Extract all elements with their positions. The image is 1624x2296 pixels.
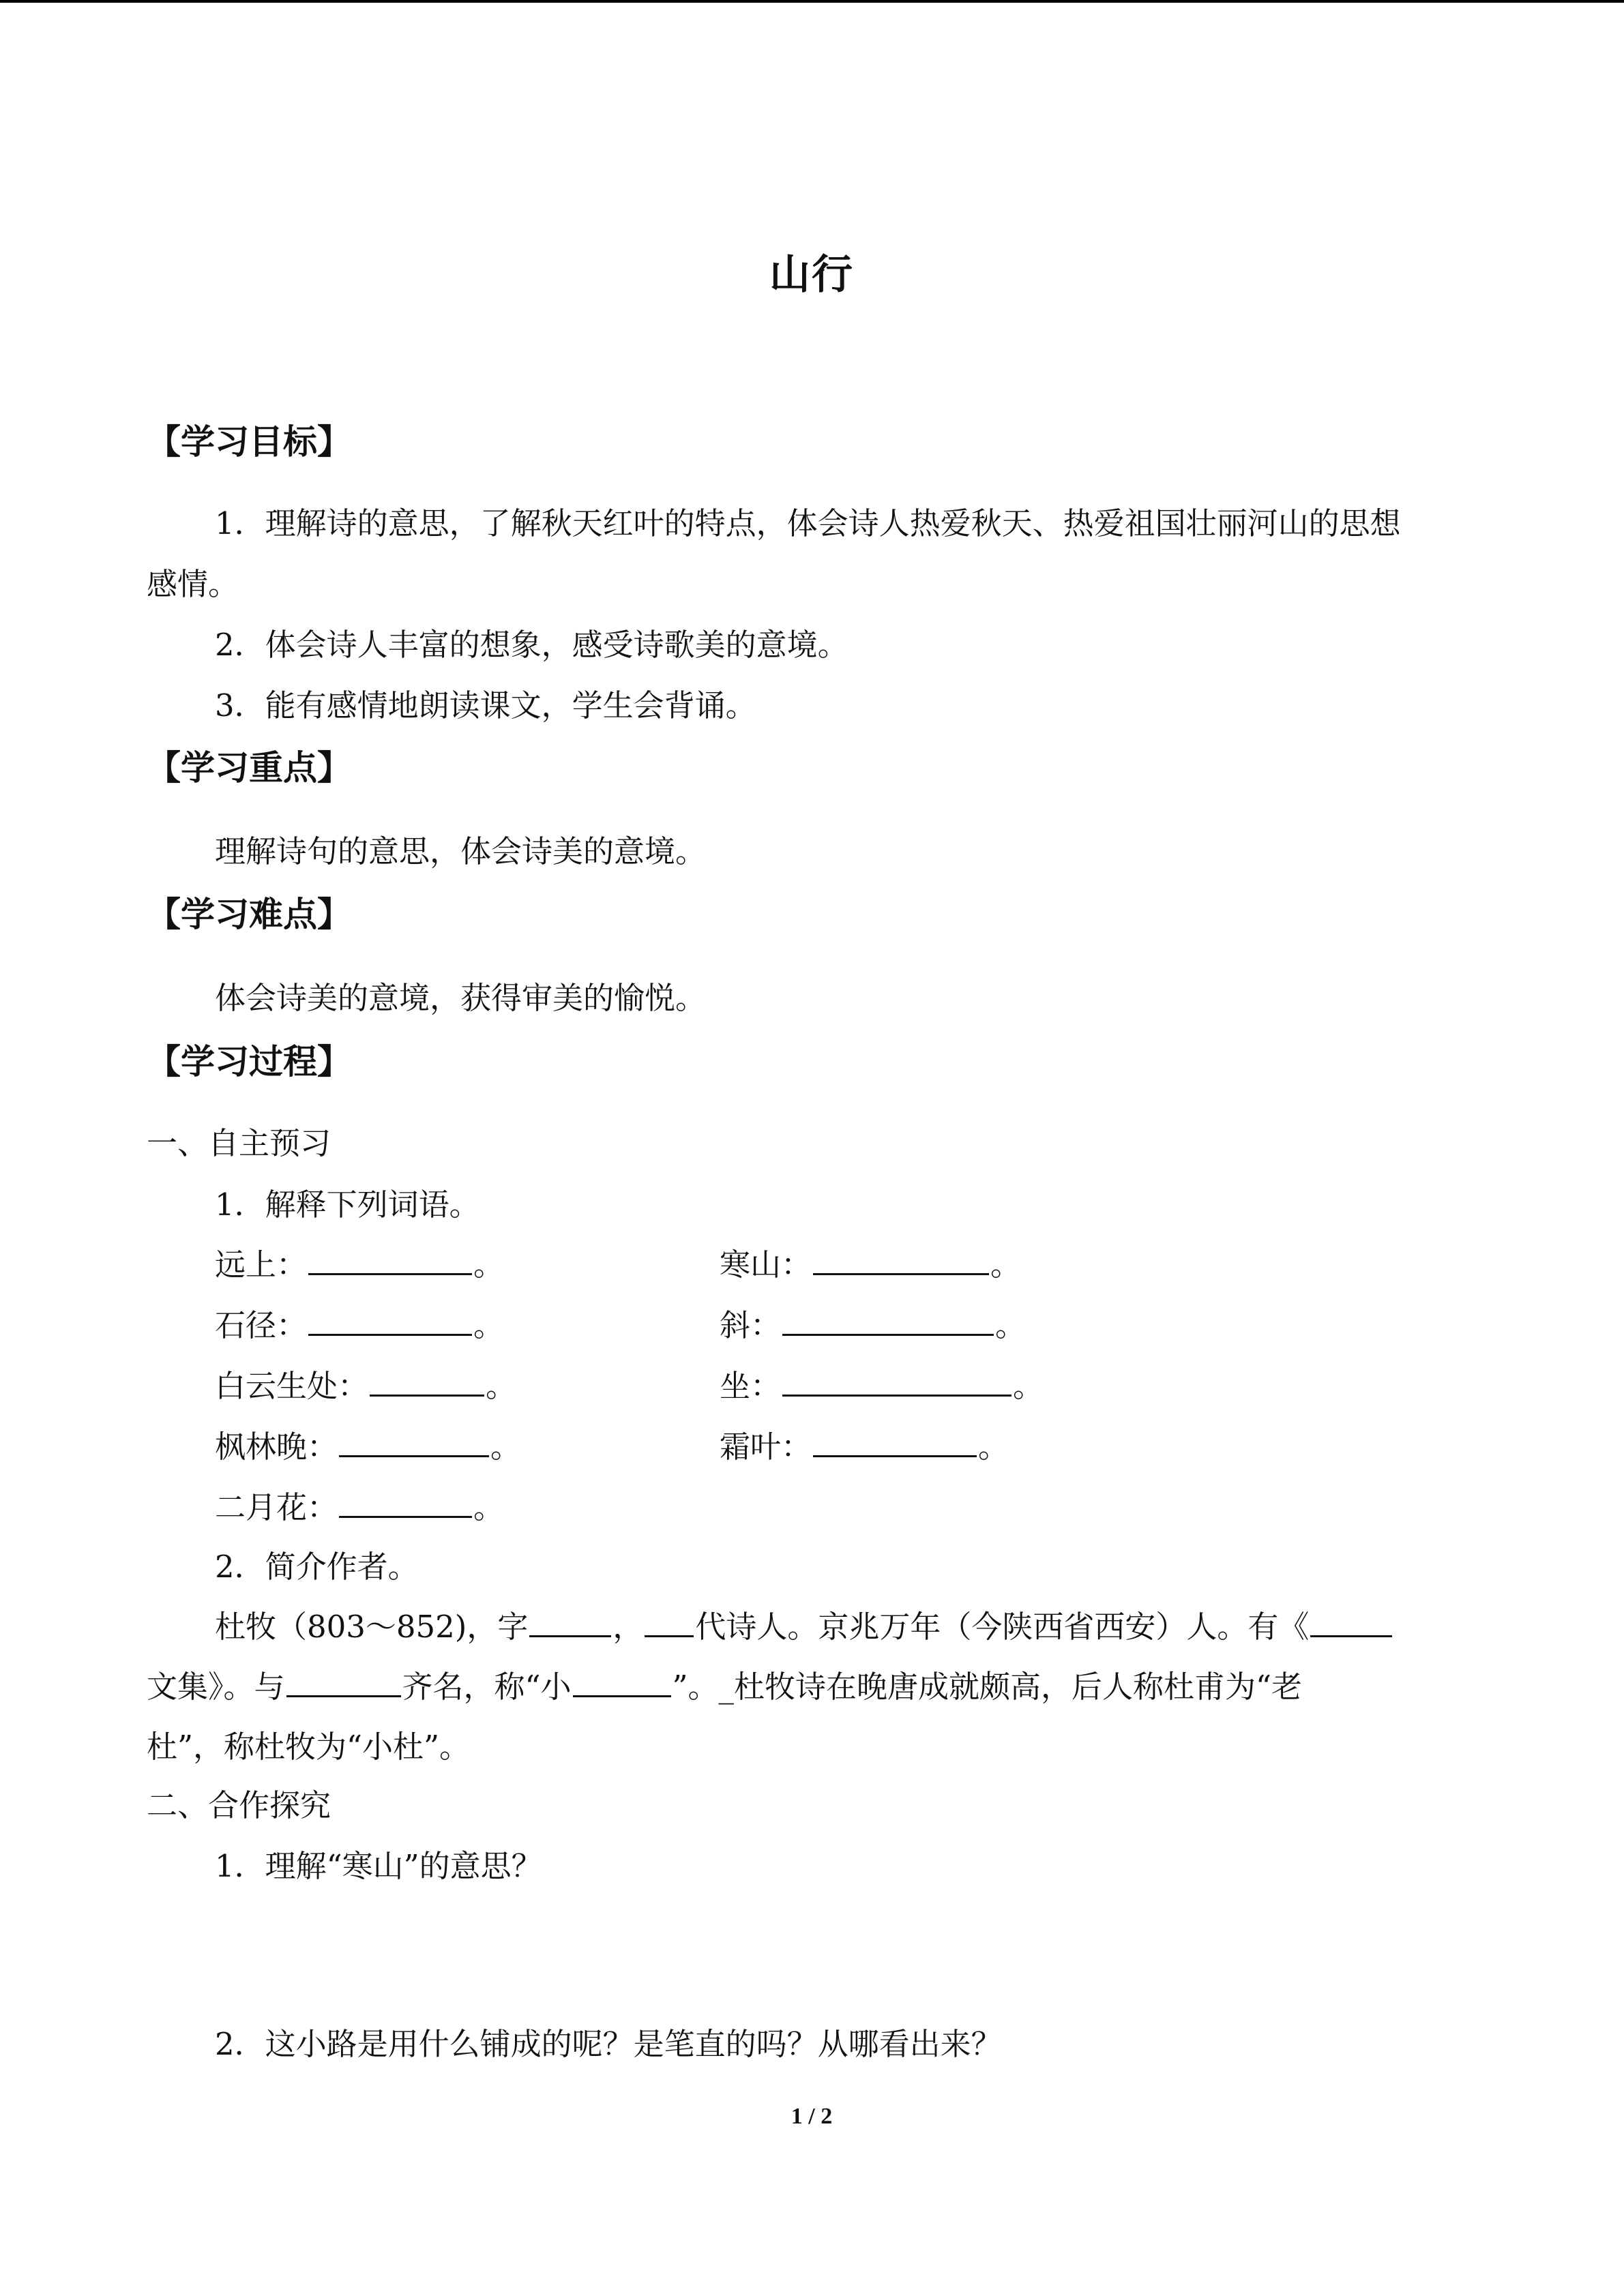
author-text: 杜牧（803～852)，字 (215, 1609, 529, 1645)
preview-heading: 一、自主预习 (147, 1125, 331, 1161)
word-item-fenglin (215, 1427, 521, 1467)
difficulty-heading: 【学习难点】 (147, 895, 351, 934)
word-label: 石径： (215, 1307, 308, 1343)
answer-blank[interactable] (782, 1307, 994, 1336)
word-label: 坐： (720, 1368, 782, 1404)
word-item-shuangye (720, 1427, 1009, 1467)
period: 。 (486, 1368, 517, 1404)
word-item-eryue (215, 1487, 504, 1528)
author-text: 齐名，称“小 (402, 1669, 572, 1705)
answer-blank[interactable] (339, 1489, 472, 1518)
period: 。 (473, 1247, 505, 1283)
page-top-border (0, 0, 1624, 3)
page-number: 1 / 2 (791, 2104, 833, 2129)
period: 。 (490, 1429, 522, 1465)
answer-blank[interactable] (813, 1246, 989, 1275)
goal-1-line-1: 1．理解诗的意思，了解秋天红叶的特点，体会诗人热爱秋天、热爱祖国壮丽河山的思想 (215, 505, 1401, 541)
author-text: 文集》。与 (147, 1669, 285, 1705)
word-item-baiyun (215, 1366, 516, 1407)
word-label: 远上： (215, 1247, 308, 1283)
explore-question-2: 2．这小路是用什么铺成的呢？是笔直的吗？从哪看出来？ (215, 2026, 1002, 2062)
word-label: 斜： (720, 1307, 782, 1343)
period: 。 (995, 1307, 1027, 1343)
answer-blank[interactable] (286, 1668, 401, 1697)
word-item-shijing (215, 1305, 504, 1346)
author-line-2 (147, 1667, 1302, 1708)
answer-blank[interactable] (339, 1428, 489, 1457)
answer-blank[interactable] (1310, 1608, 1392, 1637)
period: 。 (1013, 1368, 1044, 1404)
goals-heading: 【学习目标】 (147, 422, 351, 462)
answer-blank[interactable] (573, 1668, 671, 1697)
word-label: 白云生处： (215, 1368, 369, 1404)
author-line-3: 杜”，称杜牧为“小杜”。 (147, 1729, 471, 1765)
word-label: 寒山： (720, 1247, 812, 1283)
answer-blank[interactable] (308, 1246, 472, 1275)
goal-3: 3．能有感情地朗读课文，学生会背诵。 (215, 687, 756, 724)
author-line-1 (215, 1607, 1393, 1648)
goal-1-line-2: 感情。 (147, 566, 239, 602)
period: 。 (990, 1247, 1022, 1283)
word-item-yuanshang (215, 1244, 504, 1285)
preview-task-1: 1．解释下列词语。 (215, 1187, 480, 1223)
word-label: 枫林晚： (215, 1429, 338, 1465)
word-item-xie (720, 1305, 1026, 1346)
process-heading: 【学习过程】 (147, 1042, 351, 1082)
word-item-hanshan (720, 1244, 1021, 1285)
goal-2: 2．体会诗人丰富的想象，感受诗歌美的意境。 (215, 627, 848, 663)
period: 。 (473, 1489, 505, 1525)
period: 。 (978, 1429, 1009, 1465)
difficulty-text: 体会诗美的意境，获得审美的愉悦。 (215, 980, 707, 1016)
word-item-zuo (720, 1366, 1044, 1407)
explore-question-1: 1．理解“寒山”的意思？ (215, 1848, 542, 1884)
answer-blank[interactable] (645, 1608, 694, 1637)
word-label: 霜叶： (720, 1429, 812, 1465)
answer-blank[interactable] (782, 1367, 1012, 1397)
answer-blank[interactable] (813, 1428, 977, 1457)
explore-heading: 二、合作探究 (147, 1787, 331, 1823)
author-text: 代诗人。京兆万年（今陕西省西安）人。有《 (695, 1609, 1310, 1645)
answer-blank[interactable] (370, 1367, 484, 1397)
word-label: 二月花： (215, 1489, 338, 1525)
author-text: ”。_杜牧诗在晚唐成就颇高，后人称杜甫为“老 (672, 1669, 1303, 1705)
answer-blank[interactable] (529, 1608, 611, 1637)
document-title: 山行 (769, 251, 854, 299)
period: 。 (473, 1307, 505, 1343)
preview-task-2: 2．简介作者。 (215, 1549, 419, 1585)
focus-heading: 【学习重点】 (147, 748, 351, 788)
author-text: ， (612, 1609, 644, 1645)
answer-blank[interactable] (308, 1307, 472, 1336)
focus-text: 理解诗句的意思，体会诗美的意境。 (215, 833, 707, 869)
